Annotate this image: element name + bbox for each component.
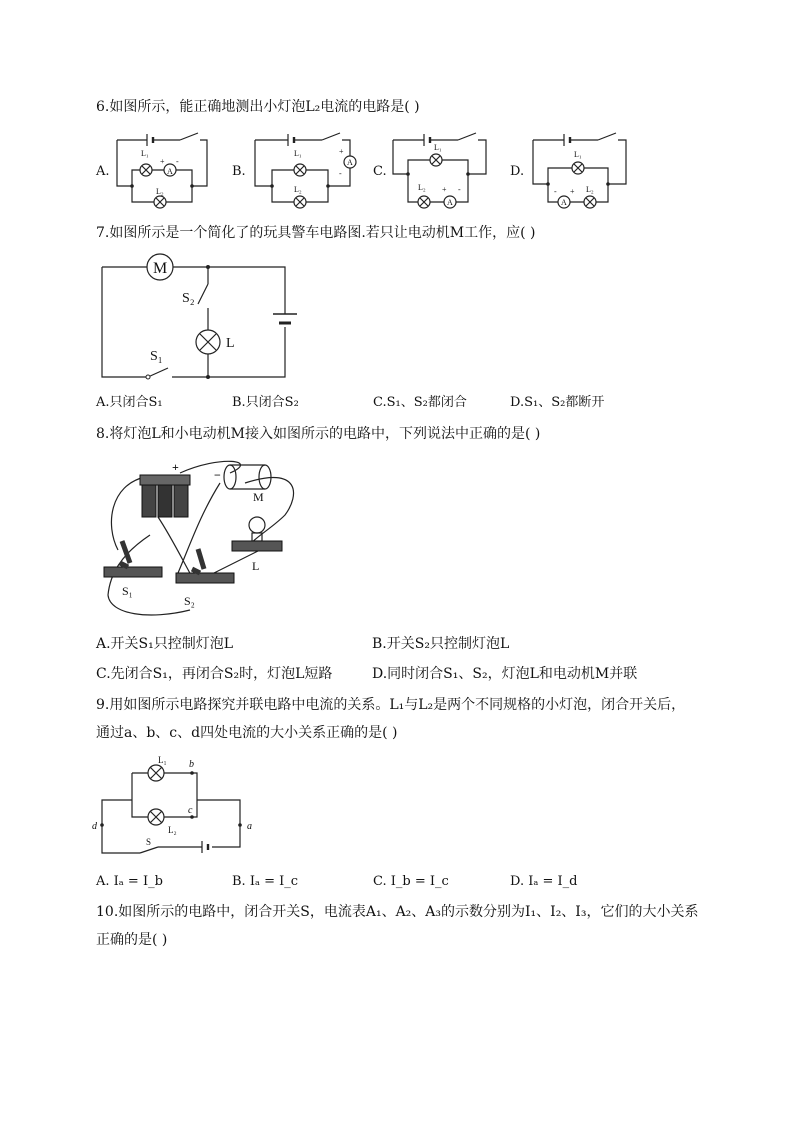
switch-s2 — [176, 549, 234, 583]
lamp-on-base — [232, 517, 282, 551]
q7-option-c: C.S₁、S₂都闭合 — [373, 395, 467, 410]
q7-option-d: D.S₁、S₂都断开 — [510, 395, 605, 410]
q9-option-c: C. I_b = I_c — [373, 874, 449, 889]
q7-option-a: A.只闭合S₁ — [96, 395, 163, 410]
q8-s1-text: S₁ — [122, 584, 133, 598]
motor — [224, 465, 271, 489]
q8-s2-text: S₂ — [184, 594, 195, 608]
q6c-l1-text: L₁ — [434, 143, 442, 152]
q6a-minus-text: - — [176, 157, 179, 166]
q7-motor-text: M — [153, 260, 168, 277]
q6d-ammeter-text: A — [561, 198, 567, 207]
q8-option-d: D.同时闭合S₁、S₂，灯泡L和电动机M并联 — [372, 666, 638, 682]
q6-option-a-label: A. — [96, 164, 110, 179]
q6d-l2-text: L₂ — [586, 185, 594, 194]
q6c-l2-text: L₂ — [418, 183, 426, 192]
q9-l1-text: L₁ — [158, 755, 167, 765]
q6-option-c-label: C. — [373, 164, 387, 179]
battery-pack — [140, 475, 190, 517]
q6c-ammeter-text: A — [447, 198, 453, 207]
q6-option-b-label: B. — [232, 164, 246, 179]
q9-c-text: c — [188, 805, 193, 816]
q8-option-b: B.开关S₂只控制灯泡L — [372, 636, 510, 652]
q6a-plus-text: + — [160, 157, 165, 166]
q6b-ammeter-text: A — [347, 158, 353, 167]
q6-option-d-label: D. — [510, 164, 525, 179]
q6-circuit-d-diagram — [528, 128, 633, 213]
q9-option-b: B. Iₐ = I_c — [232, 874, 299, 889]
q6a-l2-text: L₂ — [156, 187, 164, 196]
question-8-stem: 8.将灯泡L和小电动机M接入如图所示的电路中，下列说法中正确的是( ) — [96, 426, 541, 442]
q8-option-a: A.开关S₁只控制灯泡L — [96, 636, 234, 652]
q6a-l1-text: L₁ — [141, 149, 149, 158]
q6c-plus-text: + — [442, 185, 447, 194]
q6d-plus-text: + — [570, 187, 575, 196]
q7-option-b: B.只闭合S₂ — [232, 395, 299, 410]
q7-s2-text: S₂ — [182, 291, 195, 306]
q9-s-text: S — [146, 837, 152, 847]
q9-option-d: D. Iₐ = I_d — [510, 874, 578, 889]
question-7-stem: 7.如图所示是一个简化了的玩具警车电路图.若只让电动机M工作，应( ) — [96, 225, 536, 241]
q9-a-text: a — [247, 821, 252, 832]
q9-circuit-diagram — [92, 755, 267, 865]
q6-circuit-b-diagram — [250, 128, 360, 208]
q8-plus-text: + — [172, 460, 179, 474]
q6d-l1-text: L₁ — [574, 150, 582, 159]
q6d-minus-text: - — [554, 187, 557, 196]
switch-s1 — [104, 541, 162, 577]
q8-physical-circuit-diagram — [100, 455, 300, 625]
question-9-stem-line1: 9.用如图所示电路探究并联电路中电流的关系。L₁与L₂是两个不同规格的小灯泡，闭合开关后， — [96, 697, 686, 713]
q9-d-text: d — [92, 821, 97, 832]
q6-circuit-a-diagram — [112, 128, 212, 208]
q8-option-c: C.先闭合S₁，再闭合S₂时，灯泡L短路 — [96, 666, 333, 682]
q9-option-a: A. Iₐ = I_b — [96, 874, 163, 889]
q6-circuit-c-diagram — [388, 128, 493, 213]
q6b-l1-text: L₁ — [294, 149, 302, 158]
q8-minus-text: − — [214, 468, 221, 482]
question-10-stem-line2: 正确的是( ) — [96, 932, 168, 948]
q8-lamp-text: L — [252, 559, 260, 573]
q7-circuit-diagram — [100, 252, 310, 387]
q6c-minus-text: - — [458, 185, 461, 194]
question-10-stem-line1: 10.如图所示的电路中，闭合开关S，电流表A₁、A₂、A₃的示数分别为I₁、I₂、I₃，它们的大小关系 — [96, 904, 699, 920]
q7-lamp-text: L — [226, 336, 235, 351]
q8-motor-text: M — [253, 490, 264, 504]
q7-s1-text: S₁ — [150, 349, 163, 364]
q9-b-text: b — [189, 759, 194, 770]
q6b-minus-text: - — [339, 169, 342, 178]
q9-l2-text: L₂ — [168, 825, 177, 835]
q6a-ammeter-text: A — [167, 167, 173, 176]
q6b-plus-text: + — [339, 147, 344, 156]
q6b-l2-text: L₂ — [294, 185, 302, 194]
question-6-stem: 6.如图所示，能正确地测出小灯泡L₂电流的电路是( ) — [96, 99, 420, 115]
question-9-stem-line2: 通过a、b、c、d四处电流的大小关系正确的是( ) — [96, 725, 398, 741]
